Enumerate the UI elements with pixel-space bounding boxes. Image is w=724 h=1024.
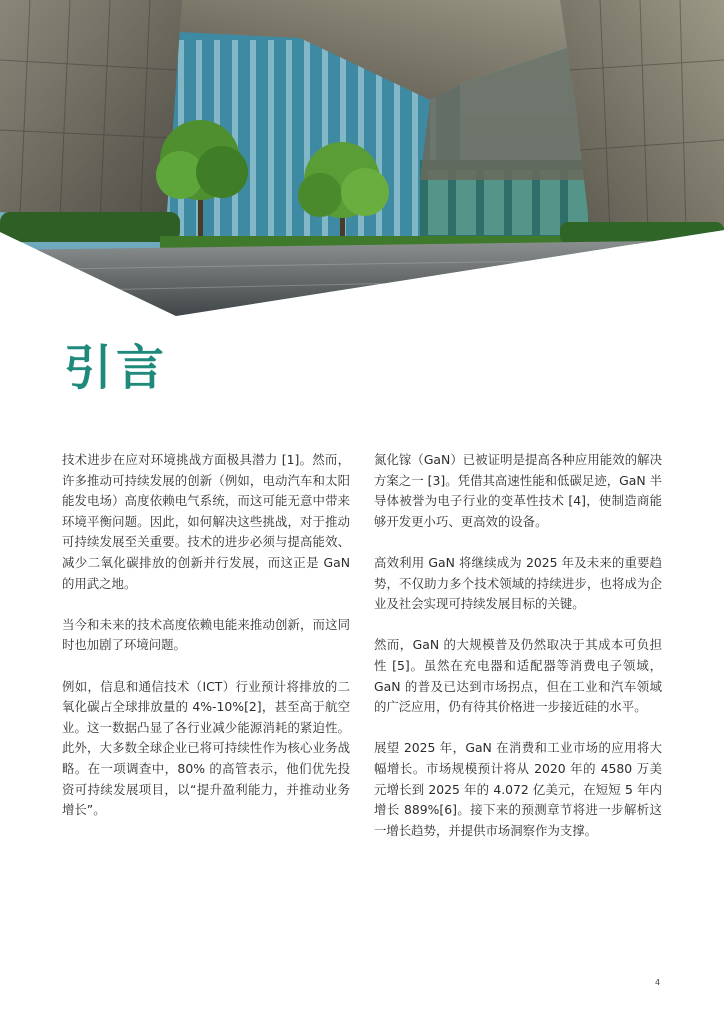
right-column (374, 450, 662, 862)
left-column (62, 450, 350, 841)
page-title: 引言 (64, 340, 169, 396)
body-paragraph: 展望 2025 年，GaN 在消费和工业市场的应用将大幅增长。市场规模预计将从 2020 年的 4580 万美元增长到 2025 年的 4.072 亿美元，在短短 5 年内增长 889%[6]。接下来的预测章节将进一步解析这一增长趋势，并提供市场洞察作为支撑。 (374, 740, 662, 838)
body-paragraph: 高效利用 GaN 将继续成为 2025 年及未来的重要趋势，不仅助力多个技术领域的持续进步，也将成为企业及社会实现可持续发展目标的关键。 (374, 554, 662, 612)
body-paragraph: 例如，信息和通信技术（ICT）行业预计将排放的二氧化碳占全球排放量的 4%-10%[2]，甚至高于航空业。这一数据凸显了各行业减少能源消耗的紧迫性。此外，大多数全球企业已将可持续性作为核心业务战略。在一项调查中，80% 的高管表示，他们优先投资可持续发展项目，以“提升盈利能力，并推动业务增长”。 (62, 678, 350, 818)
body-paragraph: 当今和未来的技术高度依赖电能来推动创新，而这同时也加剧了环境问题。 (62, 616, 350, 653)
hero-photo (0, 0, 724, 320)
page-number: 4 (655, 978, 661, 987)
building-photo-icon (0, 0, 724, 320)
body-paragraph: 技术进步在应对环境挑战方面极具潜力 [1]。然而，许多推动可持续发展的创新（例如，电动汽车和太阳能发电场）高度依赖电气系统，而这可能无意中带来环境平衡问题。因此，如何解决这些挑战，对于推动可持续发展至关重要。技术的进步必须与提高能效、减少二氧化碳排放的创新并行发展，而这正是 GaN 的用武之地。 (62, 452, 350, 591)
body-paragraph: 然而，GaN 的大规模普及仍然取决于其成本可负担性 [5]。虽然在充电器和适配器等消费电子领域，GaN 的普及已达到市场拐点，但在工业和汽车领域的广泛应用，仍有待其价格进一步接近硅的水平。 (374, 637, 662, 715)
body-paragraph: 氮化镓（GaN）已被证明是提高各种应用能效的解决方案之一 [3]。凭借其高速性能和低碳足迹，GaN 半导体被誉为电子行业的变革性技术 [4]，使制造商能够开发更小巧、更高效的设备。 (374, 452, 662, 529)
